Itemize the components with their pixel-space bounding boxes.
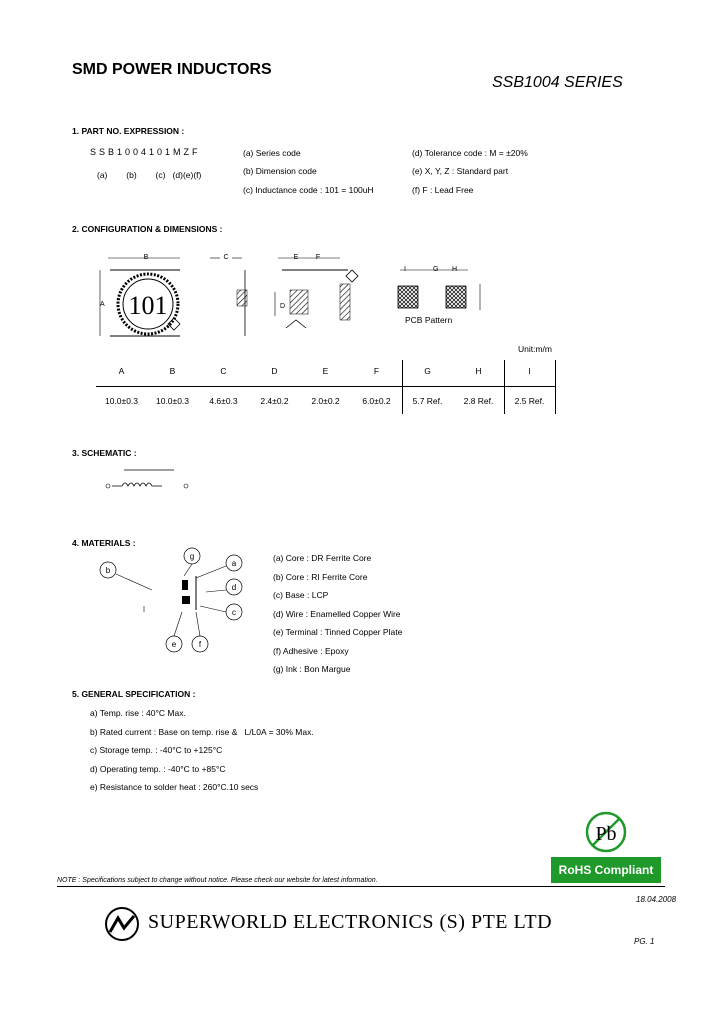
material-item: (g) Ink : Bon Margue xyxy=(273,664,351,674)
table-header: F xyxy=(373,366,380,376)
spec-item: a) Temp. rise : 40°C Max. xyxy=(90,708,186,718)
materials-diagram xyxy=(96,546,256,656)
callout-f: f xyxy=(198,640,202,649)
table-header: I xyxy=(528,366,531,376)
footer-note: NOTE : Specifications subject to change without notice. Please check our website for latest information. xyxy=(57,877,378,884)
inductor-marking: 101 xyxy=(128,291,168,320)
table-header: H xyxy=(475,366,482,376)
material-item: (d) Wire : Enamelled Copper Wire xyxy=(273,609,401,619)
callout-d: d xyxy=(231,583,237,592)
part-no-heading: 1. PART NO. EXPRESSION : xyxy=(72,126,185,136)
table-separator xyxy=(504,360,505,414)
dim-h-label: H xyxy=(452,266,458,273)
table-cell: 10.0±0.3 xyxy=(155,396,190,406)
material-item: (e) Terminal : Tinned Copper Plate xyxy=(273,627,403,637)
spec-item: c) Storage temp. : -40°C to +125°C xyxy=(90,745,223,755)
spec-heading: 5. GENERAL SPECIFICATION : xyxy=(72,689,196,699)
rohs-badge: RoHS Compliant xyxy=(551,857,661,883)
dimensions-heading: 2. CONFIGURATION & DIMENSIONS : xyxy=(72,224,223,234)
dim-b-label: B xyxy=(143,254,149,261)
material-item: (a) Core : DR Ferrite Core xyxy=(273,553,372,563)
dim-a-label: A xyxy=(100,301,105,308)
part-code: SSB1004101MZF xyxy=(90,147,201,157)
dim-g-label: G xyxy=(433,266,439,273)
callout-g: g xyxy=(189,552,195,561)
table-cell: 6.0±0.2 xyxy=(362,396,391,406)
table-header: D xyxy=(271,366,278,376)
callout-e: e xyxy=(171,640,177,649)
document-title: SMD POWER INDUCTORS xyxy=(72,61,272,78)
callout-c: c xyxy=(232,608,236,617)
dim-i-label: I xyxy=(404,266,406,273)
part-item-a: (a) Series code xyxy=(243,148,301,158)
pcb-pattern-label: PCB Pattern xyxy=(405,315,453,325)
schematic-heading: 3. SCHEMATIC : xyxy=(72,448,137,458)
table-value-row xyxy=(96,396,556,418)
table-header: G xyxy=(424,366,431,376)
part-item-f: (f) F : Lead Free xyxy=(412,185,474,195)
material-item: (c) Base : LCP xyxy=(273,590,329,600)
part-item-e: (e) X, Y, Z : Standard part xyxy=(412,166,509,176)
table-header: B xyxy=(169,366,176,376)
part-item-d: (d) Tolerance code : M = ±20% xyxy=(412,148,528,158)
spec-item: d) Operating temp. : -40°C to +85°C xyxy=(90,764,226,774)
material-item: (b) Core : RI Ferrite Core xyxy=(273,572,368,582)
spec-item: b) Rated current : Base on temp. rise & L/L0A = 30% Max. xyxy=(90,727,314,737)
materials-heading: 4. MATERIALS : xyxy=(72,538,136,548)
dimension-drawing xyxy=(90,248,510,348)
table-header: A xyxy=(118,366,125,376)
table-cell: 2.5 Ref. xyxy=(514,396,545,406)
table-cell: 5.7 Ref. xyxy=(412,396,443,406)
table-cell: 10.0±0.3 xyxy=(104,396,139,406)
table-header-row xyxy=(96,366,556,388)
table-cell: 2.8 Ref. xyxy=(463,396,494,406)
schematic-symbol xyxy=(104,466,194,494)
series-name: SSB1004 SERIES xyxy=(492,74,623,91)
lead-free-symbol: Pb xyxy=(595,823,617,845)
table-cell: 2.0±0.2 xyxy=(311,396,340,406)
table-separator xyxy=(555,360,556,414)
table-cell: 4.6±0.3 xyxy=(209,396,238,406)
table-separator xyxy=(402,360,403,414)
unit-label: Unit:m/m xyxy=(518,344,552,354)
part-item-b: (b) Dimension code xyxy=(243,166,317,176)
material-item: (f) Adhesive : Epoxy xyxy=(273,646,349,656)
dim-f-label: F xyxy=(315,254,321,261)
spec-item: e) Resistance to solder heat : 260°C.10 secs xyxy=(90,782,259,792)
footer-date: 18.04.2008 xyxy=(636,895,677,904)
callout-b: b xyxy=(105,566,111,575)
part-code-markers: (a) (b) (c) (d)(e)(f) xyxy=(97,170,202,180)
dim-e-label: E xyxy=(293,254,299,261)
dim-c-label: C xyxy=(223,254,229,261)
footer-divider xyxy=(57,886,665,887)
callout-a: a xyxy=(231,559,237,568)
dim-d-label: D xyxy=(280,303,286,310)
company-logo-icon xyxy=(104,906,140,942)
table-header: C xyxy=(220,366,227,376)
page-number: PG. 1 xyxy=(634,937,655,946)
table-cell: 2.4±0.2 xyxy=(260,396,289,406)
part-item-c: (c) Inductance code : 101 = 100uH xyxy=(243,185,374,195)
dimension-table xyxy=(96,366,556,418)
table-divider xyxy=(96,386,556,387)
lead-free-icon xyxy=(584,810,628,854)
table-header: E xyxy=(322,366,329,376)
company-name: SUPERWORLD ELECTRONICS (S) PTE LTD xyxy=(148,911,553,933)
